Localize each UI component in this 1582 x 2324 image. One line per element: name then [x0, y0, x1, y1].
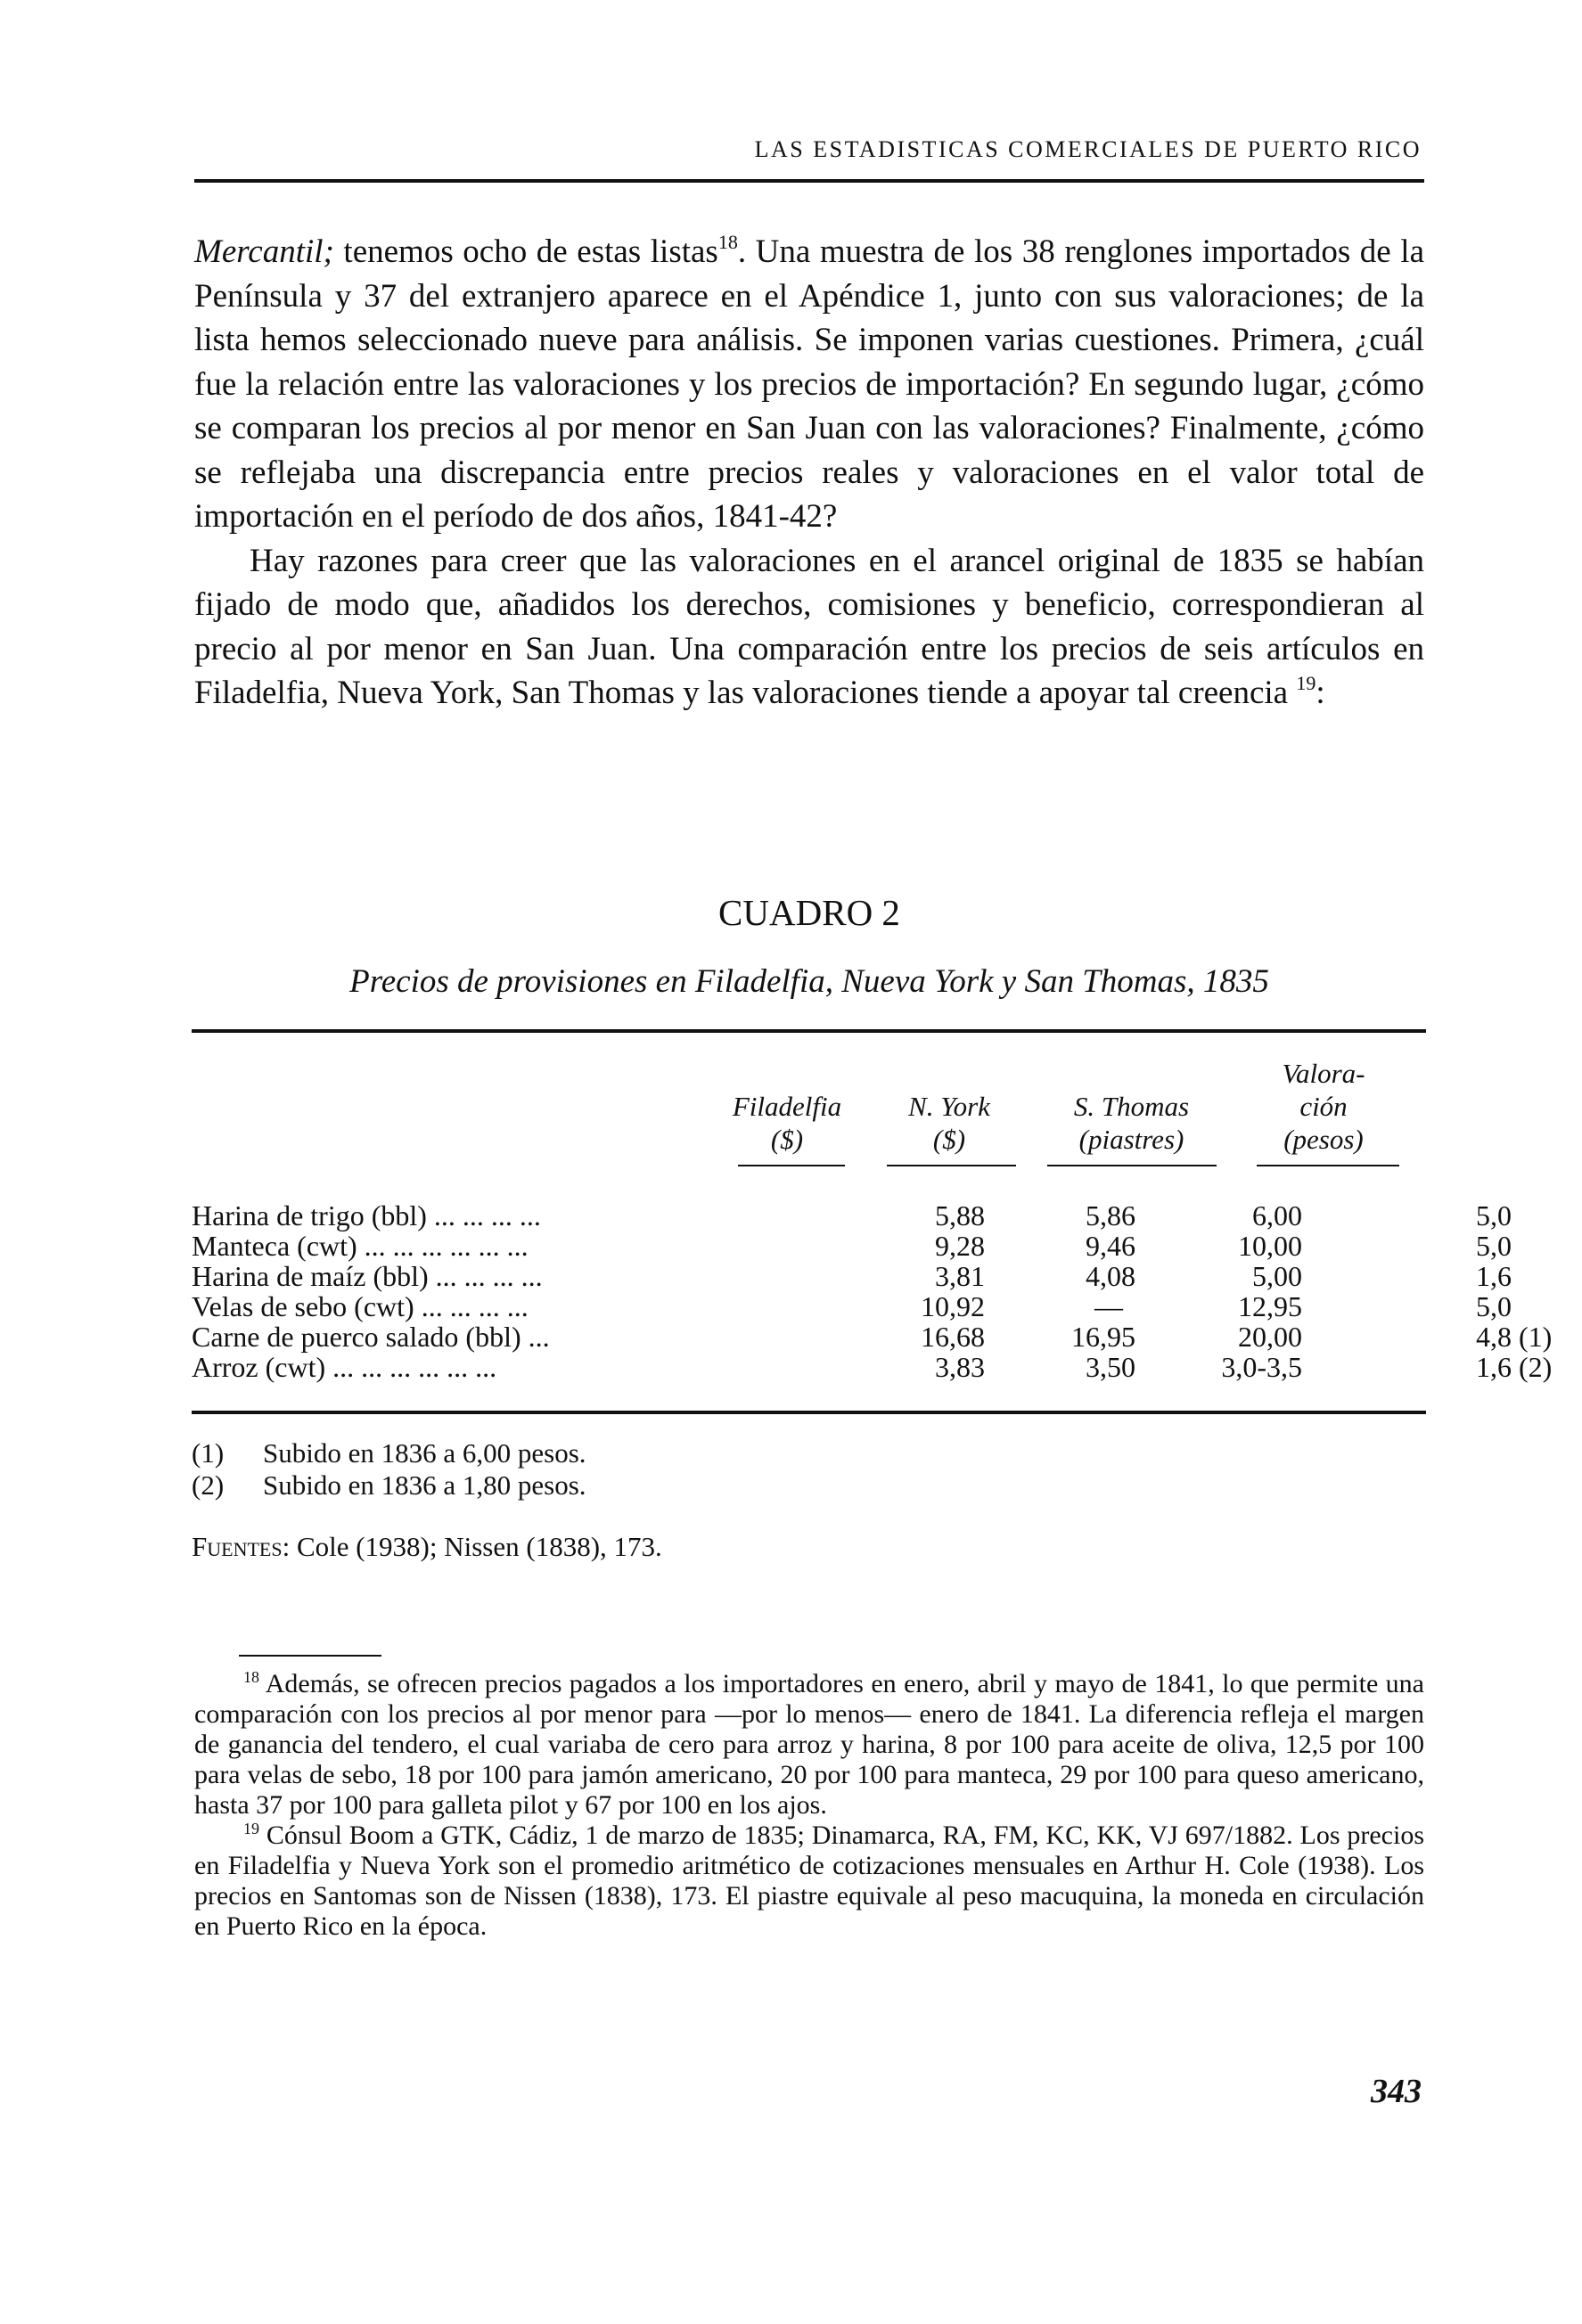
paragraph-2-text-b: : — [1316, 675, 1325, 711]
row-label: Carne de puerco salado (bbl) ... — [192, 1321, 550, 1353]
value-valoracion: 5,0 — [1476, 1290, 1512, 1322]
note-mark: (1) — [192, 1437, 225, 1469]
note-mark: (2) — [192, 1469, 225, 1501]
value-filadelfia: 3,83 — [935, 1351, 985, 1383]
row-label: Harina de maíz (bbl) ... ... ... ... — [192, 1260, 543, 1292]
value-new-york: 16,95 — [1071, 1321, 1135, 1353]
footnote-number: 19 — [243, 1820, 259, 1837]
value-san-thomas: 3,0-3,5 — [1221, 1351, 1302, 1383]
note-text: Subido en 1836 a 1,80 pesos. — [263, 1469, 586, 1501]
value-filadelfia: 10,92 — [921, 1290, 985, 1322]
table-row — [192, 1199, 1512, 1232]
paragraph-1-text-b: . Una muestra de los 38 renglones importados de la Península y 37 del extranjero aparece en el Apéndice 1, junto con sus valoraciones; de la lista hemos seleccionado nueve para análisis. Se imponen varias cuestiones. Primera, ¿cuál fue la relación entre las valoraciones y los precios de importación? En segundo lugar, ¿cómo se comparan los precios al por menor en San Juan con las valoraciones? Finalmente, ¿cómo se reflejaba una discrepancia entre precios reales y valoraciones en el valor total de importación en el período de dos años, 1841-42? — [194, 233, 1424, 535]
value-new-york: 5,86 — [1086, 1199, 1135, 1232]
table-row — [192, 1290, 1512, 1322]
paragraph-2 — [194, 539, 1424, 716]
table-subtitle: Precios de provisiones en Filadelfia, Nueva York y San Thomas, 1835 — [349, 963, 1269, 1000]
table-row — [192, 1230, 1512, 1262]
table-top-rule — [192, 1029, 1426, 1033]
table-note — [192, 1469, 586, 1502]
value-new-york: 4,08 — [1086, 1260, 1135, 1292]
footnote-ref-19[interactable]: 19 — [1296, 672, 1316, 694]
table-title: CUADRO 2 — [718, 892, 900, 933]
value-san-thomas: 5,00 — [1252, 1260, 1302, 1292]
value-new-york: — — [1094, 1290, 1123, 1322]
value-san-thomas: 12,95 — [1238, 1290, 1302, 1322]
table-note — [192, 1437, 586, 1469]
value-san-thomas: 10,00 — [1238, 1230, 1302, 1262]
paragraph-2-text-a: Hay razones para creer que las valoraciones en el arancel original de 1835 se habían fijado de modo que, añadidos los derechos, comisiones y beneficio, correspondieran al precio al por menor en San Juan. Una comparación entre los precios de seis artículos en Filadelfia, Nueva York, San Thomas y las valoraciones tiende a apoyar tal creencia — [194, 542, 1424, 711]
row-label: Velas de sebo (cwt) ... ... ... ... — [192, 1290, 529, 1322]
footnote-18 — [194, 1669, 1424, 1821]
footnote-text: Además, se ofrecen precios pagados a los importadores en enero, abril y mayo de 1841, lo que permite una comparación con los precios al por menor para —por lo menos— enero de 1841. La diferencia refleja el margen de ganancia del tendero, el cual variaba de cero para arroz y harina, 8 por 100 para aceite de oliva, 12,5 por 100 para velas de sebo, 18 por 100 para jamón americano, 20 por 100 para manteca, 29 por 100 para queso americano, hasta 37 por 100 para galleta pilot y 67 por 100 en los ajos. — [194, 1669, 1424, 1820]
column-header-san-thomas: S. Thomas (piastres) — [1073, 1091, 1190, 1155]
paragraph-1-italic: Mercantil; — [194, 233, 334, 270]
column-rule-filadelfia — [738, 1165, 845, 1166]
paragraph-1-text-a: tenemos ocho de estas listas — [333, 233, 718, 270]
row-label: Harina de trigo (bbl) ... ... ... ... — [192, 1199, 541, 1232]
column-rule-new-york — [887, 1165, 1016, 1166]
value-san-thomas: 20,00 — [1238, 1321, 1302, 1353]
running-header: LAS ESTADISTICAS COMERCIALES DE PUERTO RICO — [754, 136, 1422, 162]
paragraph-1 — [194, 230, 1424, 539]
column-header-new-york: N. York ($) — [908, 1091, 990, 1155]
footnote-19 — [194, 1821, 1424, 1942]
footnote-number: 18 — [243, 1668, 259, 1686]
row-label: Manteca (cwt) ... ... ... ... ... ... — [192, 1230, 529, 1262]
header-rule — [194, 179, 1424, 183]
footnote-text: Cónsul Boom a GTK, Cádiz, 1 de marzo de 1835; Dinamarca, RA, FM, KC, KK, VJ 697/1882. Los precios en Filadelfia y Nueva York son el promedio aritmético de cotizaciones mensuales en Arthur H. Cole (1938). Los precios en Santomas son de Nissen (1838), 173. El piastre equivale al peso macuquina, la moneda en circulación en Puerto Rico en la época. — [194, 1821, 1424, 1941]
column-header-valoracion: Valora- ción (pesos) — [1282, 1058, 1365, 1155]
column-rule-san-thomas — [1047, 1165, 1217, 1166]
table-notes — [192, 1437, 586, 1502]
footnotes — [194, 1669, 1424, 1942]
page-number: 343 — [1371, 2073, 1422, 2110]
table-bottom-rule — [192, 1411, 1426, 1414]
value-valoracion: 1,6 — [1476, 1260, 1512, 1292]
value-valoracion: 5,0 — [1476, 1199, 1512, 1232]
value-filadelfia: 3,81 — [935, 1260, 985, 1292]
table-sources — [192, 1531, 662, 1563]
value-new-york: 9,46 — [1086, 1230, 1135, 1262]
value-filadelfia: 5,88 — [935, 1199, 985, 1232]
row-label: Arroz (cwt) ... ... ... ... ... ... — [192, 1351, 497, 1383]
note-text: Subido en 1836 a 6,00 pesos. — [263, 1437, 586, 1469]
value-valoracion: 1,6 (2) — [1476, 1351, 1553, 1383]
column-rule-valoracion — [1257, 1165, 1399, 1166]
column-header-filadelfia: Filadelfia ($) — [732, 1091, 842, 1155]
table-row — [192, 1321, 1553, 1353]
value-filadelfia: 16,68 — [921, 1321, 985, 1353]
value-filadelfia: 9,28 — [935, 1230, 985, 1262]
value-valoracion: 4,8 (1) — [1476, 1321, 1553, 1353]
footnote-rule — [239, 1655, 381, 1657]
value-new-york: 3,50 — [1086, 1351, 1135, 1383]
table-row — [192, 1351, 1553, 1383]
body-text — [194, 230, 1424, 716]
table-row — [192, 1260, 1512, 1292]
sources-label: Fuentes: — [192, 1531, 291, 1562]
value-san-thomas: 6,00 — [1252, 1199, 1302, 1232]
sources-text: Cole (1938); Nissen (1838), 173. — [290, 1531, 662, 1562]
footnote-ref-18[interactable]: 18 — [717, 231, 738, 253]
value-valoracion: 5,0 — [1476, 1230, 1512, 1262]
